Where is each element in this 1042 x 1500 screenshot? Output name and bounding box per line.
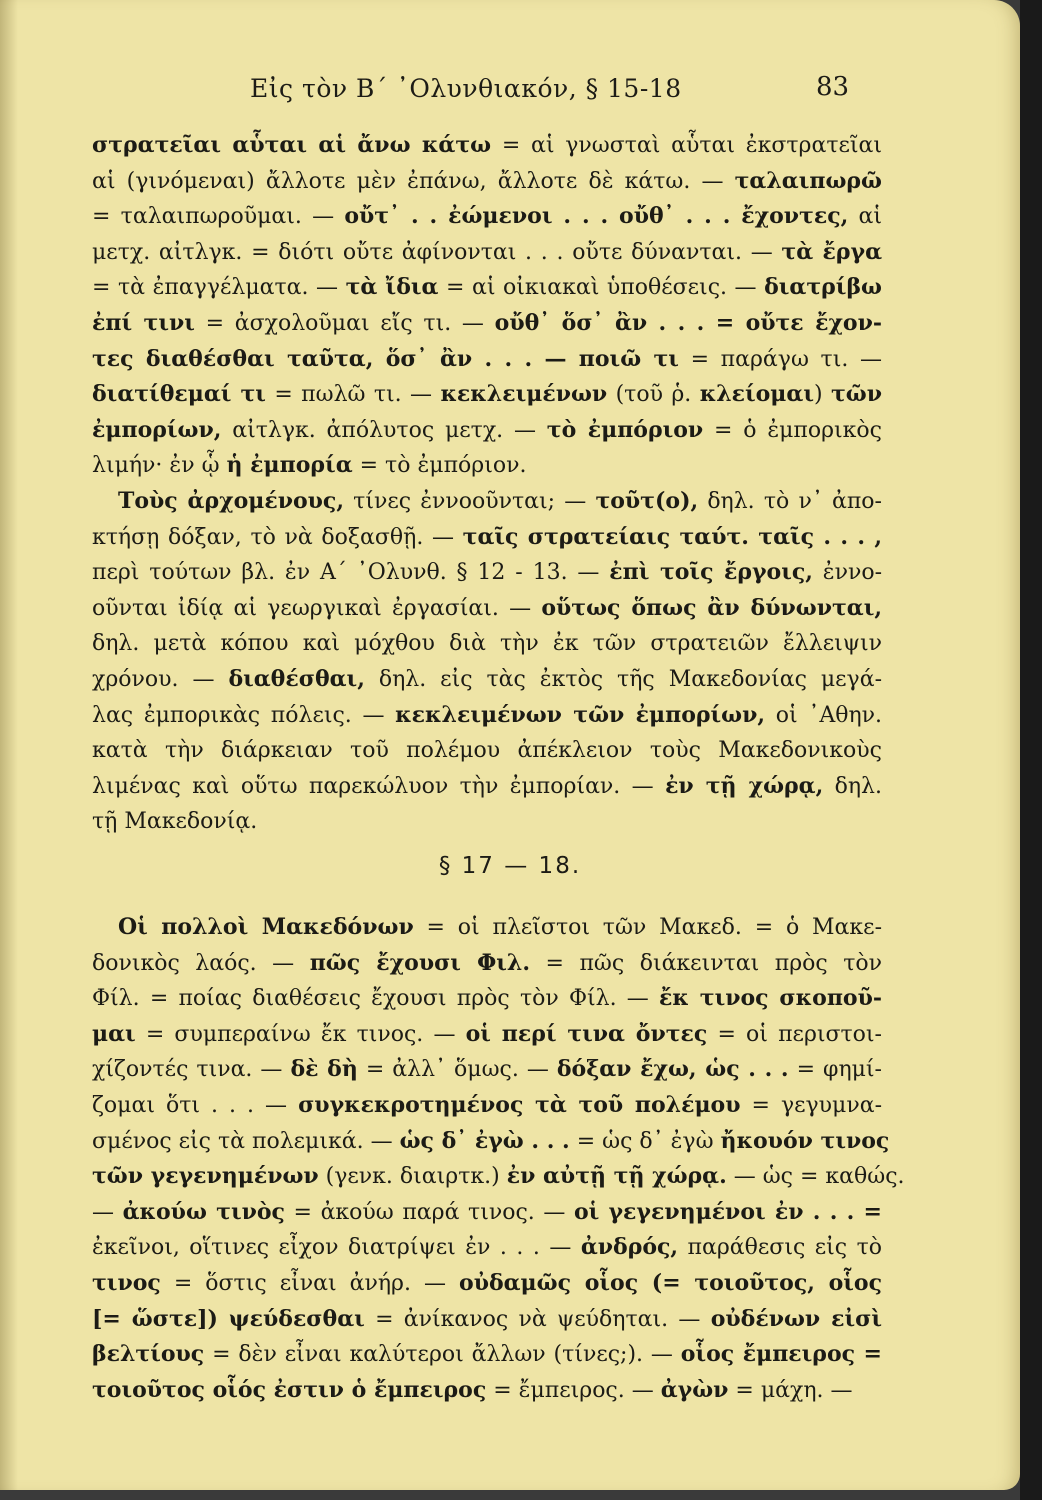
gloss-text: χρόνου. — <box>92 666 229 692</box>
lemma-text: ταῖς στρατείαις ταύτ. ταῖς . . . , <box>462 523 883 550</box>
gloss-text: τῇ Μακεδονίᾳ. <box>92 809 258 835</box>
lemma-text: ἀνδρός, <box>580 1234 679 1261</box>
gloss-text: = παράγω τι. — <box>678 346 882 372</box>
gloss-text: = οἱ περιστοι- <box>707 1021 882 1047</box>
text-line <box>92 591 882 627</box>
lemma-text: συγκεκροτημένος τὰ τοῦ πολέμου <box>298 1091 741 1118</box>
gloss-text: = ὅστις εἶναι ἀνήρ. — <box>160 1270 460 1296</box>
text-line <box>92 448 882 484</box>
text-line <box>92 342 882 378</box>
lemma-text: τοιοῦτος οἷός ἐστιν ὁ ἔμπειρος <box>92 1376 487 1403</box>
gloss-text: δηλ. τὸ ν᾽ ἀπο- <box>698 488 882 514</box>
gloss-text: λιμένας καὶ οὕτω παρεκώλυον τὴν ἐμπορίαν. — <box>92 773 666 799</box>
gloss-text: = αἱ γνωσταὶ αὗται ἐκστρατεῖαι <box>491 133 883 158</box>
gloss-text: λιμήν· ἐν ᾧ <box>92 453 227 479</box>
lemma-text: ἐπί τινι <box>92 309 195 336</box>
lemma-text: τὰ ἴδια <box>345 274 439 301</box>
gutter-shadow <box>0 0 18 1490</box>
gloss-text: = μάχη. — <box>728 1377 853 1403</box>
lemma-text: τῶν <box>830 381 882 408</box>
gloss-text: = αἱ οἰκιακαὶ ὑποθέσεις. — <box>438 275 765 301</box>
gloss-text: ζομαι ὅτι . . . — <box>92 1092 299 1118</box>
lemma-text: οὐδαμῶς οἷος (= τοιοῦτος, οἷος <box>459 1269 882 1296</box>
gloss-text: = ἀκούω παρά τινος. — <box>284 1199 574 1225</box>
gloss-text: = ἔμπειρος. — <box>486 1377 661 1403</box>
lemma-text: κεκλειμένων τῶν ἐμπορίων, <box>395 701 766 728</box>
gloss-text: = δὲν εἶναι καλύτεροι ἄλλων (τίνες;). — <box>204 1342 681 1368</box>
gloss-text: δηλ. εἰς τὰς ἐκτὸς τῆς Μακεδονίας μεγά- <box>364 666 882 692</box>
lemma-text: διατίθεμαί τι <box>92 381 266 408</box>
text-line <box>92 910 882 946</box>
gloss-text: = φημί- <box>788 1057 882 1083</box>
gloss-text: — <box>92 1199 123 1225</box>
page-number: 83 <box>816 72 850 102</box>
text-line <box>92 1159 905 1195</box>
lemma-text: Τοὺς ἀρχομένους, <box>118 487 344 514</box>
gloss-text: ἐννο- <box>812 560 883 586</box>
text-line <box>92 1088 882 1124</box>
gloss-text: = ἀσχολοῦμαι εἴς τι. — <box>194 310 495 336</box>
running-header <box>0 74 1020 114</box>
lemma-text: οὕτως ὅπως ἂν δύνωνται, <box>541 594 882 621</box>
lemma-text: τῶν γεγενημένων <box>92 1163 319 1190</box>
text-line <box>92 981 882 1017</box>
gloss-text: = ἀλλ᾽ ὅμως. — <box>357 1057 557 1083</box>
gloss-text: = πῶς διάκεινται πρὸς τὸν <box>530 950 882 976</box>
lemma-text: οὐδένων εἰσὶ <box>710 1305 883 1332</box>
gloss-text: κατὰ τὴν διάρκειαν τοῦ πολέμου ἀπέκλειον τοὺς Μακεδονικοὺς <box>92 738 882 764</box>
commentary-section-17-18 <box>92 910 905 1408</box>
lemma-text: ἔκ τινος σκοποῦ- <box>659 985 882 1012</box>
text-line <box>92 128 882 164</box>
gloss-text: σμένος εἰς τὰ πολεμικά. — <box>92 1128 400 1154</box>
lemma-text: ἐμπορίων, <box>92 416 222 443</box>
text-line <box>92 662 882 698</box>
gloss-text: αἱ (γινόμεναι) ἄλλοτε μὲν ἐπάνω, ἄλλοτε δὲ κάτω. — <box>92 168 735 194</box>
text-line <box>92 1373 882 1409</box>
lemma-text: Οἱ πολλοὶ Μακεδόνων <box>118 914 414 940</box>
lemma-text: οἱ περί τινα ὄντες <box>465 1020 708 1047</box>
text-line <box>92 1302 882 1338</box>
lemma-text: ταλαιπωρῶ <box>734 167 882 194</box>
gloss-text: — ὡς = καθώς. <box>726 1164 905 1190</box>
text-line <box>92 1195 882 1231</box>
lemma-text: τοῦτ(ο), <box>595 487 699 514</box>
lemma-text: κεκλειμένων <box>440 381 608 408</box>
gloss-text: αἰτλγκ. ἀπόλυτος μετχ. — <box>221 417 547 443</box>
lemma-text: τὸ ἐμπόριον <box>546 416 704 443</box>
text-line <box>92 164 882 200</box>
text-line <box>92 270 882 306</box>
gloss-text: = ἀνίκανος νὰ ψεύδηται. — <box>364 1306 711 1332</box>
text-line <box>92 769 882 805</box>
gloss-text: Φίλ. = ποίας διαθέσεις ἔχουσι πρὸς τὸν Φίλ. — <box>92 986 660 1012</box>
lemma-text: τες διαθέσθαι ταῦτα, ὅσ᾽ ἂν . . . — ποιῶ τι <box>92 345 679 372</box>
gloss-text: = γεγυμνα- <box>740 1092 882 1118</box>
commentary-section-15-16 <box>92 128 882 840</box>
section-heading: § 17 — 18. <box>438 853 582 879</box>
gloss-text: (τοῦ ῥ. <box>607 382 700 408</box>
lemma-text: τινος <box>92 1269 161 1296</box>
lemma-text: ἐν τῇ χώρᾳ, <box>665 772 824 799</box>
gloss-text: = τὸ ἐμπόριον. <box>352 453 527 479</box>
text-line <box>92 1337 882 1373</box>
lemma-text: ἐπὶ τοῖς ἔργοις, <box>609 559 813 586</box>
text-line <box>92 1266 882 1302</box>
lemma-text: ἀγὼν <box>660 1376 729 1403</box>
text-line <box>92 555 882 591</box>
gloss-text: = πωλῶ τι. — <box>265 382 441 408</box>
lemma-text: οὔτ᾽ . . ἐώμενοι . . . οὔθ᾽ . . . ἔχοντες, <box>344 203 849 230</box>
text-line <box>92 733 882 769</box>
gloss-text: περὶ τούτων βλ. ἐν Α΄ ᾿Ολυνθ. § 12 - 13. — <box>92 560 610 586</box>
gloss-text: οῦνται ἰδίᾳ αἱ γεωργικαὶ ἐργασίαι. — <box>92 595 542 621</box>
text-line <box>92 520 882 556</box>
lemma-text: κλείομαι <box>699 381 814 408</box>
gloss-text: δηλ. <box>823 773 882 799</box>
gloss-text: = ὁ ἐμπορικὸς <box>703 417 883 443</box>
text-line <box>92 804 882 840</box>
text-line <box>92 484 882 520</box>
lemma-text: ἐν αὐτῇ τῇ χώρᾳ. <box>506 1163 727 1190</box>
gloss-text: λας ἐμπορικὰς πόλεις. — <box>92 702 396 728</box>
page-edge-background <box>1020 0 1042 1500</box>
lemma-text: ὡς δ᾽ ἐγὼ . . . <box>399 1127 570 1154</box>
lemma-text: τὰ ἔργα <box>781 238 882 265</box>
text-line <box>92 1017 882 1053</box>
gloss-text: = συμπεραίνω ἔκ τινος. — <box>135 1021 466 1047</box>
gloss-text: παράθεσις εἰς τὸ <box>678 1235 882 1261</box>
lemma-text: στρατεῖαι αὗται αἱ ἄνω κάτω <box>92 132 492 158</box>
text-line <box>92 946 882 982</box>
gloss-text: ) <box>814 382 831 408</box>
lemma-text: δόξαν ἔχω, ὡς . . . <box>556 1056 789 1083</box>
text-line <box>92 413 882 449</box>
lemma-text: οὔθ᾽ ὅσ᾽ ἂν . . . = οὔτε ἔχον- <box>494 309 882 336</box>
gloss-text: τίνες ἐννοοῦνται; — <box>343 488 596 514</box>
lemma-text: μαι <box>92 1020 136 1047</box>
gloss-text: μετχ. αἰτλγκ. = διότι οὔτε ἀφίνονται . . . οὔτε δύνανται. — <box>92 239 782 265</box>
lemma-text: οἱ γεγενημένοι ἐν . . . = <box>573 1198 882 1225</box>
gloss-text: χίζοντές τινα. — <box>92 1057 291 1083</box>
text-line <box>92 377 882 413</box>
text-line <box>92 1124 890 1160</box>
running-title: Εἰς τὸν Β΄ ᾿Ολυνθιακόν, § 15-18 <box>250 74 682 103</box>
lemma-text: πῶς ἔχουσι Φιλ. <box>309 949 531 976</box>
gloss-text: = οἱ πλεῖστοι τῶν Μακεδ. = ὁ Μακε- <box>413 915 882 940</box>
text-line <box>92 698 882 734</box>
lemma-text: διατρίβω <box>764 274 882 301</box>
text-line <box>92 306 882 342</box>
gloss-text: αἱ <box>848 204 882 230</box>
text-line <box>92 1052 882 1088</box>
gloss-text: κτήσῃ δόξαν, τὸ νὰ δοξασθῇ. — <box>92 524 463 550</box>
gloss-text: δηλ. μετὰ κόπου καὶ μόχθου διὰ τὴν ἐκ τῶν στρατειῶν ἔλλειψιν <box>92 631 882 657</box>
lemma-text: διαθέσθαι, <box>228 665 365 692</box>
text-line <box>92 1230 882 1266</box>
lemma-text: [= ὥστε]) ψεύδεσθαι <box>92 1305 365 1332</box>
gloss-text: δονικὸς λαός. — <box>92 950 310 976</box>
text-line <box>92 235 882 271</box>
lemma-text: ἡ ἐμπορία <box>226 452 353 479</box>
gloss-text: οἱ ᾿Αθην. <box>765 702 882 728</box>
gloss-text: = τὰ ἐπαγγέλματα. — <box>92 275 346 301</box>
gloss-text: = ὡς δ᾽ ἐγὼ <box>569 1128 721 1154</box>
text-line <box>92 626 882 662</box>
gloss-text: ἐκεῖνοι, οἵτινες εἶχον διατρίψει ἐν . . . — <box>92 1235 581 1261</box>
lemma-text: δὲ δὴ <box>290 1056 358 1083</box>
lemma-text: ἀκούω τινὸς <box>122 1198 285 1225</box>
gloss-text: (γενκ. διαιρτκ.) <box>318 1164 507 1190</box>
lemma-text: βελτίους <box>92 1341 205 1368</box>
lemma-text: οἷος ἔμπειρος = <box>680 1341 882 1368</box>
gloss-text: = ταλαιπωροῦμαι. — <box>92 204 345 230</box>
text-line <box>92 199 882 235</box>
lemma-text: ἤκουόν τινος <box>720 1127 890 1154</box>
